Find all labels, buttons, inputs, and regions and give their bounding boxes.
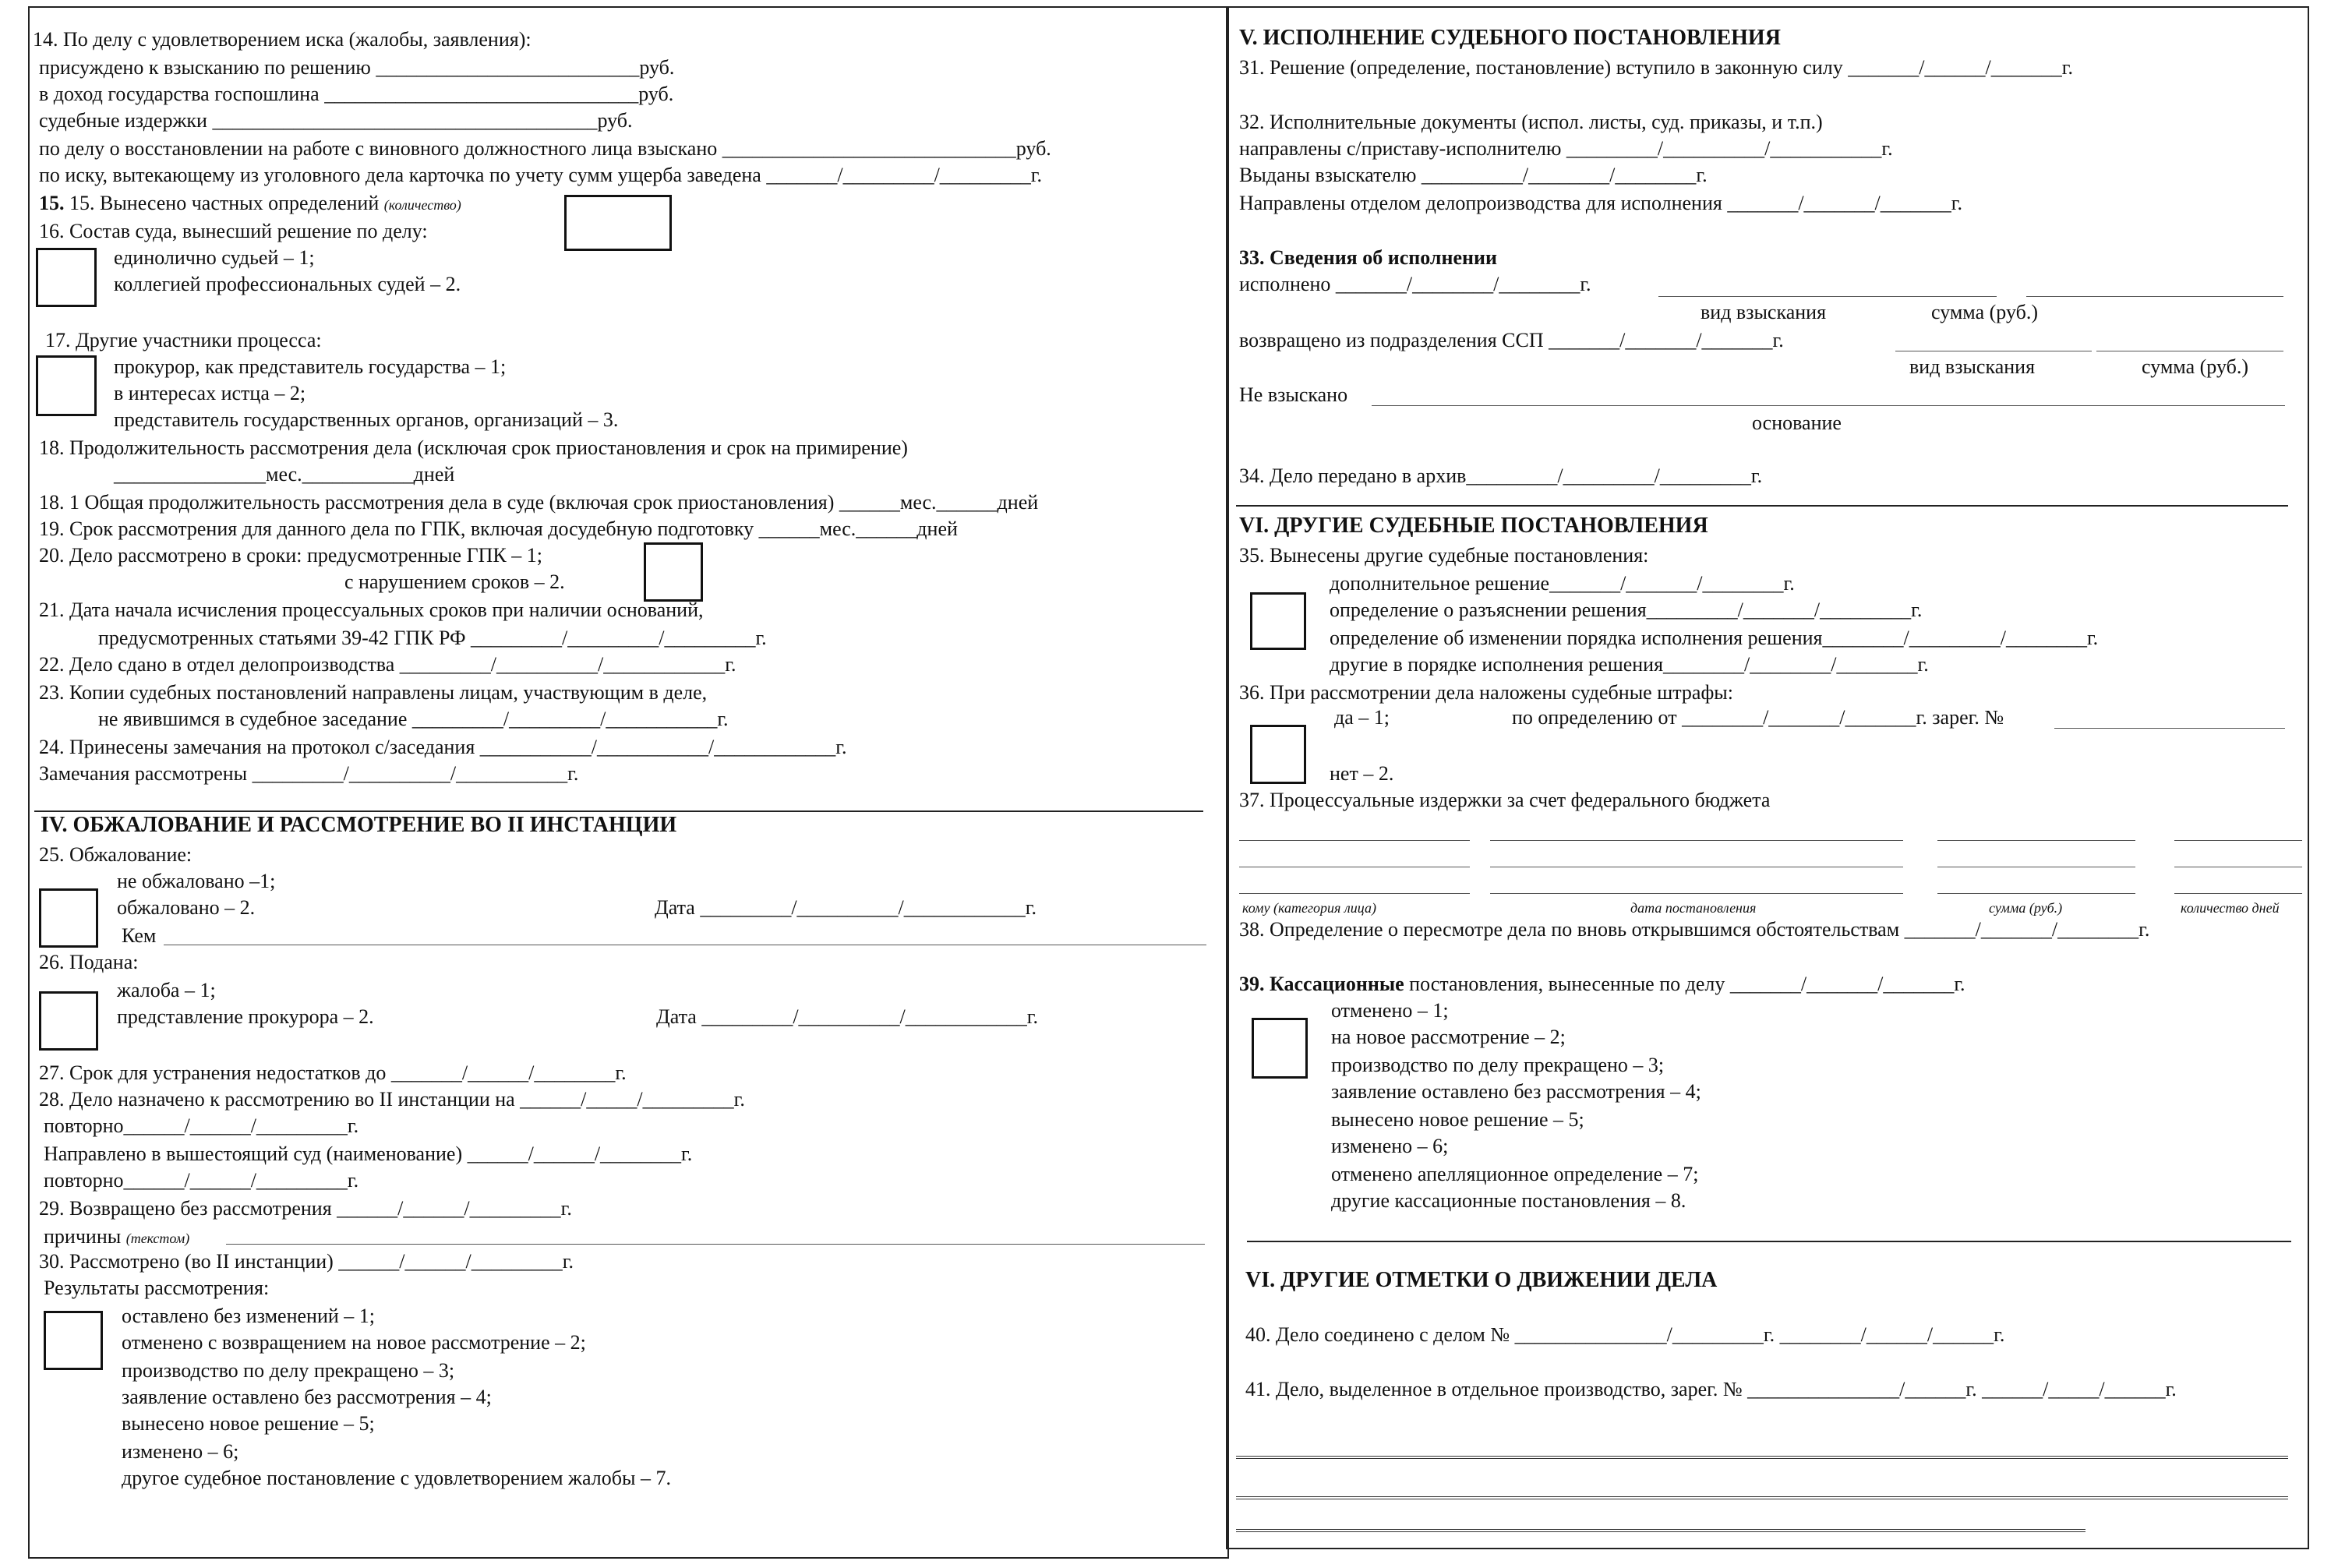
item-30-option-2: отменено с возвращением на новое рассмотрение – 2; — [122, 1331, 586, 1354]
item-34-line[interactable]: 34. Дело передано в архив_________/_________/_________г. — [1239, 464, 1763, 487]
item-29-reasons — [44, 1225, 189, 1250]
right-divider-1 — [1236, 505, 2288, 507]
item-37-row1-col1[interactable] — [1239, 840, 1470, 841]
item-29-reasons-label: причины — [44, 1225, 122, 1248]
left-divider-1 — [34, 810, 1203, 812]
item-30-option-4: заявление оставлено без рассмотрения – 4; — [122, 1386, 492, 1408]
right-divider-2 — [1247, 1241, 2291, 1242]
notes-line-3[interactable] — [1236, 1529, 2085, 1532]
item-33-sum-caption-1: сумма (руб.) — [1931, 301, 2038, 323]
item-14-duty-line[interactable]: в доход государства госпошлина _______________________________руб. — [39, 83, 674, 105]
item-20-line-2: с нарушением сроков – 2. — [344, 570, 565, 593]
item-25-option-1: не обжаловано –1; — [117, 870, 276, 892]
item-28-line-1[interactable]: 28. Дело назначено к рассмотрению во II инстанции на ______/_____/_________г. — [39, 1088, 745, 1111]
item-33-returned-line[interactable]: возвращено из подразделения ССП _______/_______/_______г. — [1239, 329, 1784, 351]
item-25-option-2: обжаловано – 2. — [117, 896, 256, 919]
item-37-row1-col3[interactable] — [1937, 840, 2135, 841]
item-32-line-1: 32. Исполнительные документы (испол. листы, суд. приказы, и т.п.) — [1239, 111, 1823, 133]
item-28-line-4[interactable]: повторно______/______/_________г. — [44, 1169, 359, 1192]
item-23-line-2[interactable]: не явившимся в судебное заседание _________/_________/___________г. — [98, 708, 729, 730]
item-27-line[interactable]: 27. Срок для устранения недостатков до _______/______/________г. — [39, 1061, 627, 1084]
item-39-option-1: отменено – 1; — [1331, 999, 1449, 1022]
item-25-label: 25. Обжалование: — [39, 843, 192, 866]
item-20-code-box[interactable] — [644, 542, 703, 602]
item-39-option-5: вынесено новое решение – 5; — [1331, 1108, 1584, 1131]
item-37-caption-days: количество дней — [2181, 900, 2280, 916]
item-37-row3-col3[interactable] — [1937, 893, 2135, 894]
item-14-costs-line[interactable]: судебные издержки ______________________________________руб. — [39, 109, 633, 132]
item-16-code-box[interactable] — [36, 248, 97, 307]
item-35-label: 35. Вынесены другие судебные постановления: — [1239, 544, 1649, 567]
item-30-results-label: Результаты рассмотрения: — [44, 1277, 270, 1299]
section-7-heading: VI. ДРУГИЕ ОТМЕТКИ О ДВИЖЕНИИ ДЕЛА — [1245, 1268, 1718, 1292]
item-23-line-1: 23. Копии судебных постановлений направлены лицам, участвующим в деле, — [39, 681, 708, 704]
item-18-1-line[interactable]: 18. 1 Общая продолжительность рассмотрения дела в суде (включая срок приостановления) ______мес.______дней — [39, 491, 1039, 514]
item-24-line-1[interactable]: 24. Принесены замечания на протокол с/заседания ___________/___________/____________г. — [39, 736, 847, 758]
item-39-label[interactable] — [1239, 973, 1965, 996]
item-29-line-1[interactable]: 29. Возвращено без рассмотрения ______/______/_________г. — [39, 1197, 572, 1220]
item-15-text: 15. Вынесено частных определений — [69, 192, 380, 214]
item-37-label: 37. Процессуальные издержки за счет федерального бюджета — [1239, 789, 1771, 811]
item-25-date-line[interactable]: Дата _________/__________/____________г. — [655, 896, 1037, 919]
item-35-code-box[interactable] — [1250, 592, 1306, 650]
item-33-type-caption-1: вид взыскания — [1701, 301, 1827, 323]
item-14-damages-card-line[interactable]: по иску, вытекающему из уголовного дела карточка по учету сумм ущерба заведена _______/_________/_________г. — [39, 164, 1043, 186]
item-15-count-box[interactable] — [564, 195, 672, 251]
item-25-by-label: Кем — [122, 924, 157, 947]
item-28-line-3[interactable]: Направлено в вышестоящий суд (наименование) ______/______/________г. — [44, 1142, 693, 1165]
item-33-executed-sum-underline[interactable] — [2026, 296, 2283, 297]
item-16-label: 16. Состав суда, вынесший решение по делу: — [39, 220, 428, 242]
item-35-option-4[interactable]: другие в порядке исполнения решения________/________/________г. — [1330, 653, 1929, 676]
item-39-option-6: изменено – 6; — [1331, 1135, 1449, 1157]
item-21-line-1: 21. Дата начала исчисления процессуальных сроков при наличии оснований, — [39, 599, 704, 621]
item-36-code-box[interactable] — [1250, 725, 1306, 784]
item-24-line-2[interactable]: Замечания рассмотрены _________/__________/___________г. — [39, 762, 579, 785]
item-19-line[interactable]: 19. Срок рассмотрения для данного дела по ГПК, включая досудебную подготовку ______мес.______дней — [39, 517, 958, 540]
item-35-option-1[interactable]: дополнительное решение_______/_______/________г. — [1330, 572, 1795, 595]
item-40-line[interactable]: 40. Дело соединено с делом № _______________/_________г. ________/______/______г. — [1245, 1323, 2005, 1346]
item-39-code-box[interactable] — [1252, 1018, 1308, 1079]
section-6-heading: VI. ДРУГИЕ СУДЕБНЫЕ ПОСТАНОВЛЕНИЯ — [1239, 514, 1708, 538]
item-14-award-line[interactable]: присуждено к взысканию по решению __________________________руб. — [39, 56, 675, 79]
item-28-line-2[interactable]: повторно______/______/_________г. — [44, 1114, 359, 1137]
item-25-code-box[interactable] — [39, 888, 98, 948]
item-35-option-3[interactable]: определение об изменении порядка исполнения решения________/_________/________г. — [1330, 627, 2099, 649]
item-17-option-2: в интересах истца – 2; — [114, 382, 306, 404]
item-37-caption-recipient: кому (категория лица) — [1242, 900, 1376, 916]
item-15-label: 15. 15. Вынесено частных определений (количество) — [39, 192, 461, 214]
item-16-option-1: единолично судьей – 1; — [114, 246, 315, 269]
item-37-row3-col4[interactable] — [2174, 893, 2302, 894]
item-37-row1-col2[interactable] — [1490, 840, 1903, 841]
section-5-heading: V. ИСПОЛНЕНИЕ СУДЕБНОГО ПОСТАНОВЛЕНИЯ — [1239, 26, 1781, 50]
item-36-reg-number-underline[interactable] — [2054, 728, 2285, 729]
item-39-rest: постановления, вынесенные по делу _______/_______/_______г. — [1409, 973, 1965, 995]
item-16-option-2: коллегией профессиональных судей – 2. — [114, 273, 461, 295]
item-21-line-2[interactable]: предусмотренных статьями 39-42 ГПК РФ _________/_________/_________г. — [98, 627, 767, 649]
item-29-reasons-underline[interactable] — [226, 1244, 1205, 1245]
item-17-code-box[interactable] — [36, 355, 97, 416]
item-17-option-3: представитель государственных органов, организаций – 3. — [114, 408, 619, 431]
item-39-number: 39. — [1239, 973, 1265, 995]
item-32-line-4[interactable]: Направлены отделом делопроизводства для исполнения _______/_______/_______г. — [1239, 192, 1963, 214]
item-30-option-1: оставлено без изменений – 1; — [122, 1305, 376, 1327]
item-15-hint: (количество) — [383, 197, 461, 213]
item-30-line-1[interactable]: 30. Рассмотрено (во II инстанции) ______/______/_________г. — [39, 1250, 574, 1273]
item-17-label: 17. Другие участники процесса: — [45, 329, 322, 351]
item-39-option-3: производство по делу прекращено – 3; — [1331, 1054, 1665, 1076]
item-30-code-box[interactable] — [44, 1311, 103, 1370]
item-29-reasons-hint: (текстом) — [125, 1231, 190, 1246]
section-4-heading: IV. ОБЖАЛОВАНИЕ И РАССМОТРЕНИЕ ВО II ИНСТАНЦИИ — [41, 813, 677, 837]
item-26-option-1: жалоба – 1; — [117, 979, 216, 1001]
item-14-reinstatement-line[interactable]: по делу о восстановлении на работе с виновного должностного лица взыскано _____________________________руб. — [39, 137, 1051, 160]
item-37-row3-col1[interactable] — [1239, 893, 1470, 894]
item-31-line[interactable]: 31. Решение (определение, постановление) вступило в законную силу _______/______/_______г. — [1239, 56, 2073, 79]
item-20-line-1: 20. Дело рассмотрено в сроки: предусмотренные ГПК – 1; — [39, 544, 542, 567]
item-33-executed-type-underline[interactable] — [1658, 296, 1997, 297]
item-22-line[interactable]: 22. Дело сдано в отдел делопроизводства _________/__________/____________г. — [39, 653, 736, 676]
item-26-code-box[interactable] — [39, 991, 98, 1051]
item-32-line-2[interactable]: направлены с/приставу-исполнителю _________/__________/___________г. — [1239, 137, 1893, 160]
item-14-title: 14. По делу с удовлетворением иска (жалобы, заявления): — [33, 28, 532, 51]
item-17-option-1: прокурор, как представитель государства – 1; — [114, 355, 507, 378]
item-39-option-4: заявление оставлено без рассмотрения – 4; — [1331, 1080, 1701, 1103]
item-37-caption-date: дата постановления — [1630, 900, 1757, 916]
item-30-option-5: вынесено новое решение – 5; — [122, 1412, 375, 1435]
item-39-option-7: отменено апелляционное определение – 7; — [1331, 1163, 1699, 1185]
item-33-sum-caption-2: сумма (руб.) — [2142, 355, 2248, 378]
item-36-by-order-line[interactable]: по определению от ________/_______/_______г. зарег. № — [1512, 706, 2004, 729]
item-37-row1-col4[interactable] — [2174, 840, 2302, 841]
item-30-option-6: изменено – 6; — [122, 1440, 239, 1463]
item-18-label: 18. Продолжительность рассмотрения дела (исключая срок приостановления и срок на примирение) — [39, 436, 908, 459]
item-18-duration-line[interactable]: _______________мес.___________дней — [114, 463, 455, 486]
item-26-date-line[interactable]: Дата _________/__________/____________г. — [656, 1005, 1039, 1028]
item-33-executed-line[interactable]: исполнено _______/________/________г. — [1239, 273, 1591, 295]
item-37-row3-col2[interactable] — [1490, 893, 1903, 894]
item-35-option-2[interactable]: определение о разъяснении решения_________/_______/_________г. — [1330, 599, 1923, 621]
item-30-option-7: другое судебное постановление с удовлетворением жалобы – 7. — [122, 1467, 671, 1489]
item-39-option-2: на новое рассмотрение – 2; — [1331, 1026, 1566, 1048]
item-36-label: 36. При рассмотрении дела наложены судебные штрафы: — [1239, 681, 1733, 704]
item-26-option-2: представление прокурора – 2. — [117, 1005, 374, 1028]
item-30-option-3: производство по делу прекращено – 3; — [122, 1359, 455, 1382]
notes-line-1[interactable] — [1236, 1456, 2288, 1459]
item-26-label: 26. Подана: — [39, 951, 139, 973]
item-38-line[interactable]: 38. Определение о пересмотре дела по вновь открывшимся обстоятельствам _______/_______/________г. — [1239, 918, 2150, 941]
item-37-caption-sum: сумма (руб.) — [1989, 900, 2063, 916]
item-33-label: 33. Сведения об исполнении — [1239, 246, 1497, 269]
item-41-line[interactable]: 41. Дело, выделенное в отдельное производство, зарег. № _______________/______г. ______/_____/______г. — [1245, 1378, 2177, 1400]
item-36-yes: да – 1; — [1334, 706, 1390, 729]
item-39-option-8: другие кассационные постановления – 8. — [1331, 1189, 1686, 1212]
item-39-bold-word: Кассационные — [1270, 973, 1404, 995]
item-33-type-caption-2: вид взыскания — [1909, 355, 2036, 378]
item-33-reason-caption: основание — [1752, 411, 1842, 434]
item-36-no: нет – 2. — [1330, 762, 1394, 785]
item-32-line-3[interactable]: Выданы взыскателю __________/________/________г. — [1239, 164, 1708, 186]
notes-line-2[interactable] — [1236, 1496, 2288, 1499]
item-33-not-collected-underline[interactable] — [1372, 405, 2285, 406]
item-33-not-collected-label: Не взыскано — [1239, 383, 1348, 406]
